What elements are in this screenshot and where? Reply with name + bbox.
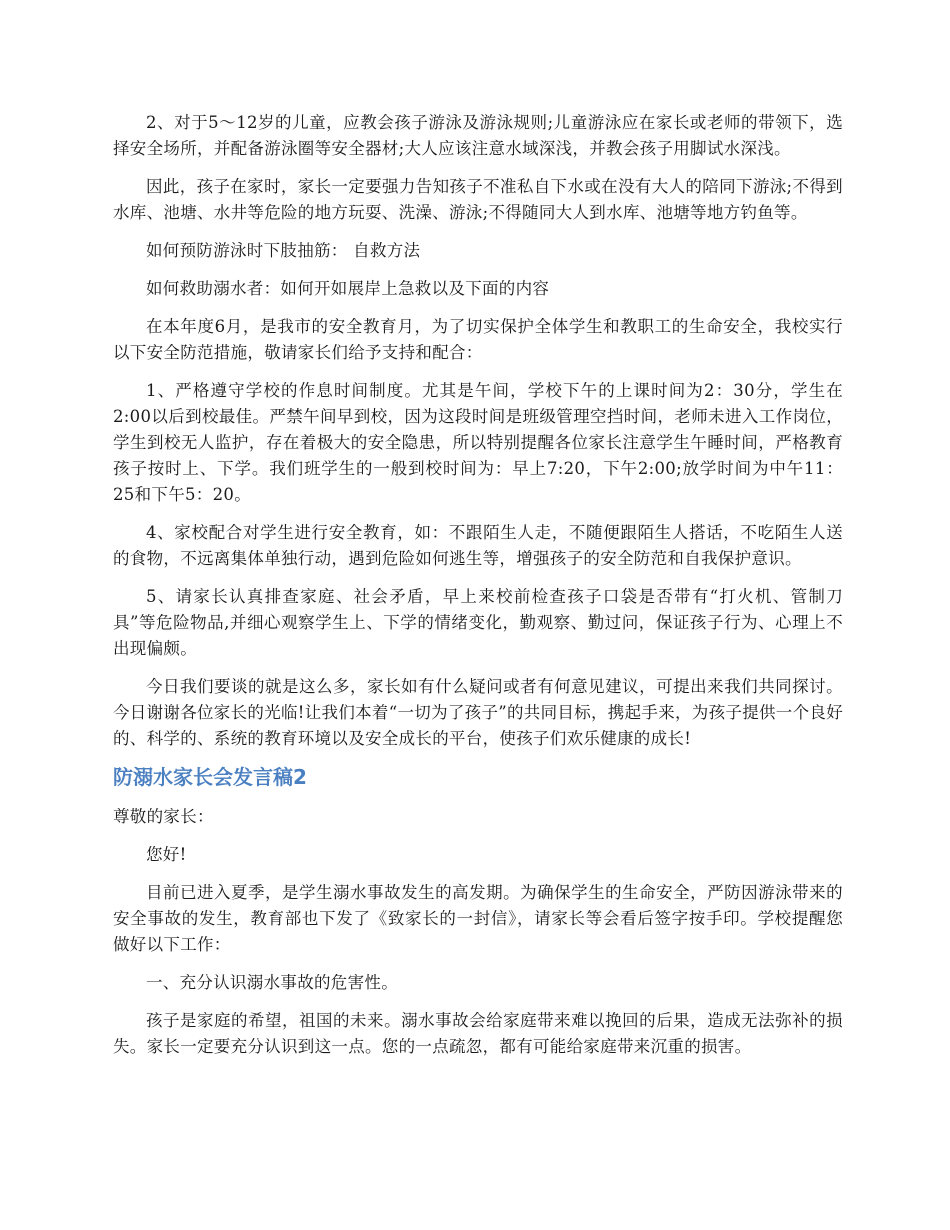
paragraph-section-one: 一、充分认识溺水事故的危害性。 [146, 973, 398, 992]
salutation: 尊敬的家长： [113, 807, 214, 826]
document-body [113, 110, 843, 1072]
section-heading: 防溺水家长会发言稿2 [113, 765, 307, 789]
paragraph-summer-warning: 目前已进入夏季，是学生溺水事故发生的高发期。为确保学生的生命安全，严防因游泳带来的安全事故的发生，教育部也下发了《致家长的一封信》，请家长等会看后签字按手印。学校提醒您做好以下工作： [113, 883, 843, 954]
paragraph-dangerous-items: 5、请家长认真排查家庭、社会矛盾，早上来校前检查孩子口袋是否带有“打火机、管制刀具”等危险物品,并细心观察学生上、下学的情绪变化，勤观察、勤过问，保证孩子行为、心理上不出现偏颇。 [113, 587, 843, 658]
paragraph-safety-month: 在本年度6月，是我市的安全教育月，为了切实保护全体学生和教职工的生命安全，我校实行以下安全防范措施，敬请家长们给予支持和配合： [113, 317, 843, 362]
paragraph-child-swimming-rules: 2、对于5～12岁的儿童，应教会孩子游泳及游泳规则;儿童游泳应在家长或老师的带领下，选择安全场所，并配备游泳圈等安全器材;大人应该注意水域深浅，并教会孩子用脚试水深浅。 [113, 113, 843, 158]
paragraph-schedule: 1、严格遵守学校的作息时间制度。尤其是午间，学校下午的上课时间为2：30分，学生在2:00以后到校最佳。严禁午间早到校，因为这段时间是班级管理空挡时间，老师未进入工作岗位，学生到校无人监护，存在着极大的安全隐患，所以特别提醒各位家长注意学生午睡时间，严格教育孩子按时上、下学。我们班学生的一般到校时间为：早上7:20，下午2:00;放学时间为中午11：25和下午5：20。 [113, 381, 843, 504]
paragraph-cramp-prevention: 如何预防游泳时下肢抽筋： 自救方法 [146, 241, 421, 260]
paragraph-rescue: 如何救助溺水者：如何开如展岸上急救以及下面的内容 [146, 279, 550, 298]
paragraph-closing: 今日我们要谈的就是这么多，家长如有什么疑问或者有何意见建议，可提出来我们共同探讨。今日谢谢各位家长的光临!让我们本着“一切为了孩子”的共同目标，携起手来，为孩子提供一个良好的、科学的、系统的教育环境以及安全成长的平台，使孩子们欢乐健康的成长! [113, 677, 844, 748]
greeting: 您好! [146, 845, 187, 864]
paragraph-parent-warning: 因此，孩子在家时，家长一定要强力告知孩子不准私自下水或在没有大人的陪同下游泳;不得到水库、池塘、水井等危险的地方玩耍、洗澡、游泳;不得随同大人到水库、池塘等地方钓鱼等。 [113, 177, 843, 222]
paragraph-safety-education: 4、家校配合对学生进行安全教育，如：不跟陌生人走，不随便跟陌生人搭话，不吃陌生人送的食物，不远离集体单独行动，遇到危险如何逃生等，增强孩子的安全防范和自我保护意识。 [113, 523, 843, 568]
paragraph-child-hope: 孩子是家庭的希望，祖国的未来。溺水事故会给家庭带来难以挽回的后果，造成无法弥补的损失。家长一定要充分认识到这一点。您的一点疏忽，都有可能给家庭带来沉重的损害。 [113, 1011, 843, 1056]
